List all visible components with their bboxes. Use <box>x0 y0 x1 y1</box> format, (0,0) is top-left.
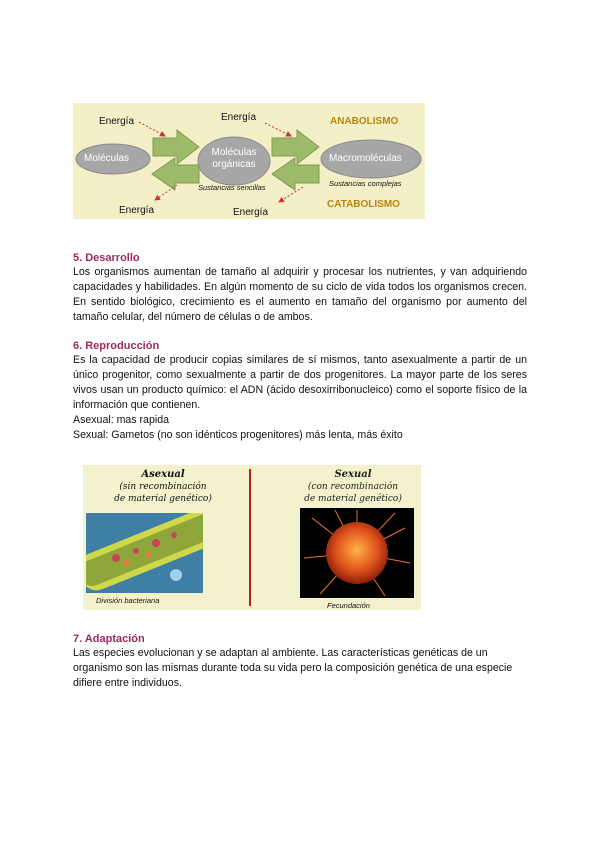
section-adaptacion <box>73 633 527 691</box>
simple-substances-label: Sustancias sencillas <box>198 183 266 192</box>
metabolism-diagram <box>73 103 425 219</box>
section-paragraph: Los organismos aumentan de tamaño al adquirir y procesar los nutrientes, y van adquiriendo capacidades y habilidades. En algún momento de su ciclo de vida todos los organismos crecen. En sentido biológico, crecimiento es el aumento en tamaño del organismo por aumento del tamaño celular, del número de células o de ambos. <box>73 266 527 323</box>
catabolism-label: CATABOLISMO <box>327 199 400 210</box>
anabolism-label: ANABOLISMO <box>330 116 399 127</box>
reproduction-figure <box>83 465 421 610</box>
bacterial-division-image <box>86 513 203 593</box>
sexual-subtitle-1: (con recombinación <box>307 482 399 492</box>
divider <box>249 469 251 606</box>
sexual-line: Sexual: Gametos (no son idénticos progenitores) más lenta, más éxito <box>73 429 403 441</box>
asexual-subtitle-2: de material genético) <box>114 494 212 504</box>
asexual-title: Asexual <box>141 469 185 480</box>
sexual-caption: Fecundación <box>327 601 370 610</box>
energy-in-arrow-1 <box>139 122 165 136</box>
anabolism-arrow-left <box>153 130 199 164</box>
energy-label-4: Energía <box>233 207 269 218</box>
energy-label-3: Energía <box>119 205 155 216</box>
organic-molecules-label <box>205 147 263 171</box>
sexual-subtitle-2: de material genético) <box>304 494 402 504</box>
asexual-subtitle-1: (sin recombinación <box>119 482 207 492</box>
organic-molecules-line1: Moléculas <box>211 147 257 158</box>
energy-label-2: Energía <box>221 112 257 123</box>
section-desarrollo <box>73 252 527 325</box>
fertilization-image <box>300 508 414 598</box>
energy-label-1: Energía <box>99 116 135 127</box>
macromolecules-label: Macromoléculas <box>329 153 402 164</box>
molecules-label: Moléculas <box>84 153 130 164</box>
section-heading: 7. Adaptación <box>73 633 145 645</box>
energy-out-arrow-2 <box>279 187 303 202</box>
asexual-header <box>83 469 243 505</box>
catabolism-arrow-right <box>272 158 319 190</box>
organic-molecules-line2: orgánicas <box>212 159 256 170</box>
catabolism-arrow-left <box>152 158 199 190</box>
asexual-line: Asexual: mas rapida <box>73 414 169 426</box>
section-reproduccion <box>73 340 527 443</box>
section-heading: 5. Desarrollo <box>73 252 140 264</box>
section-paragraph: Es la capacidad de producir copias similares de sí mismos, tanto asexualmente a partir de un único progenitor, como sexualmente a partir de dos progenitores. La mayor parte de los seres vivos usan un producto químico: el ADN (ácido desoxirribonucleico) como el soporte físico de la información que contienen. <box>73 354 527 411</box>
sexual-title: Sexual <box>334 469 372 480</box>
section-heading: 6. Reproducción <box>73 340 160 352</box>
energy-in-arrow-2 <box>265 123 291 136</box>
complex-substances-label: Sustancias complejas <box>329 179 402 188</box>
sexual-header <box>283 469 423 505</box>
asexual-caption: División bacteriana <box>96 596 160 605</box>
section-paragraph: Las especies evolucionan y se adaptan al ambiente. Las características genéticas de un organismo son las mismas durante toda su vida pero la composición genética de una especie difiere entre individuos. <box>73 647 513 689</box>
